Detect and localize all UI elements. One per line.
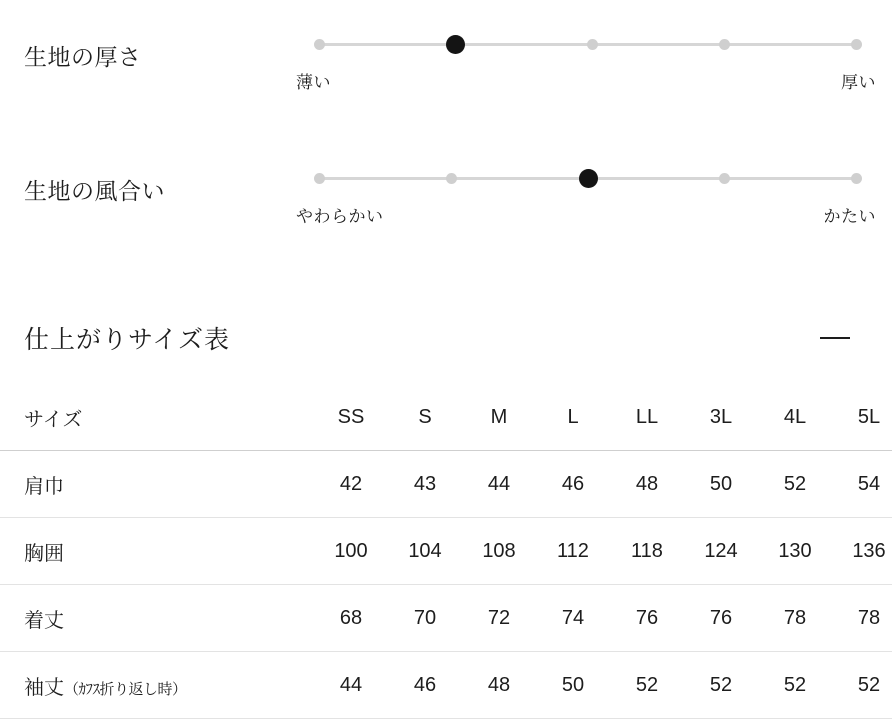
- cell: 130: [758, 518, 832, 585]
- scale-dot: [851, 39, 862, 50]
- scale-dot: [719, 173, 730, 184]
- fabric-thickness-row: [0, 30, 892, 100]
- cell: 68: [314, 585, 388, 652]
- cell: 100: [314, 518, 388, 585]
- scale-track: [314, 164, 862, 192]
- fabric-texture-scale: [296, 164, 876, 234]
- column-header-l: L: [536, 384, 610, 451]
- scale-dots: [314, 164, 862, 192]
- cell: 136: [832, 518, 892, 585]
- column-header-s: S: [388, 384, 462, 451]
- row-label: [0, 451, 314, 518]
- cell: 52: [610, 652, 684, 719]
- row-label-note: （ｶﾌｽ折り返し時）: [64, 680, 187, 698]
- cell: 42: [314, 451, 388, 518]
- scale-track: [314, 30, 862, 58]
- cell: 78: [758, 585, 832, 652]
- cell: 50: [684, 451, 758, 518]
- scale-dot-active: [446, 35, 465, 54]
- minus-icon[interactable]: [820, 337, 850, 339]
- scale-dot: [587, 39, 598, 50]
- cell: 54: [832, 451, 892, 518]
- column-header-size: サイズ: [0, 384, 314, 451]
- scale-left-label: 薄い: [296, 73, 331, 92]
- cell: 104: [388, 518, 462, 585]
- size-chart-title: 仕上がりサイズ表: [24, 326, 231, 354]
- scale-dot: [314, 173, 325, 184]
- cell: 72: [462, 585, 536, 652]
- cell: 44: [462, 451, 536, 518]
- cell: 74: [536, 585, 610, 652]
- table-row: [0, 451, 892, 518]
- scale-endpoints: [296, 68, 876, 93]
- cell: 48: [462, 652, 536, 719]
- scale-right-label: 厚い: [841, 73, 876, 92]
- row-label: [0, 585, 314, 652]
- fabric-texture-label: 生地の風合い: [24, 178, 165, 204]
- table-row: [0, 652, 892, 719]
- cell: 48: [610, 451, 684, 518]
- cell: 70: [388, 585, 462, 652]
- scale-left-label: やわらかい: [296, 207, 384, 226]
- scale-dot-active: [579, 169, 598, 188]
- cell: 50: [536, 652, 610, 719]
- row-label-text: 肩巾: [24, 475, 64, 498]
- column-header-m: M: [462, 384, 536, 451]
- row-label-text: 袖丈: [24, 676, 64, 699]
- scale-dot: [719, 39, 730, 50]
- cell: 118: [610, 518, 684, 585]
- cell: 108: [462, 518, 536, 585]
- row-label-text: 胸囲: [24, 542, 64, 565]
- fabric-texture-row: [0, 164, 892, 234]
- cell: 52: [832, 652, 892, 719]
- row-label: [0, 518, 314, 585]
- cell: 43: [388, 451, 462, 518]
- scale-right-label: かたい: [823, 207, 876, 226]
- column-header-ss: SS: [314, 384, 388, 451]
- row-label-text: 着丈: [24, 609, 64, 632]
- column-header-ll: LL: [610, 384, 684, 451]
- cell: 112: [536, 518, 610, 585]
- fabric-thickness-scale: [296, 30, 876, 100]
- cell: 44: [314, 652, 388, 719]
- cell: 46: [536, 451, 610, 518]
- size-chart-header[interactable]: [0, 320, 892, 356]
- column-header-4l: 4L: [758, 384, 832, 451]
- cell: 52: [758, 451, 832, 518]
- scale-endpoints: [296, 202, 876, 227]
- cell: 76: [610, 585, 684, 652]
- cell: 52: [684, 652, 758, 719]
- size-chart-table: [0, 384, 892, 719]
- table-row: [0, 518, 892, 585]
- scale-dots: [314, 30, 862, 58]
- row-label: [0, 652, 314, 719]
- cell: 52: [758, 652, 832, 719]
- cell: 76: [684, 585, 758, 652]
- cell: 124: [684, 518, 758, 585]
- column-header-5l: 5L: [832, 384, 892, 451]
- fabric-thickness-label: 生地の厚さ: [24, 44, 142, 70]
- table-header-row: [0, 384, 892, 451]
- table-row: [0, 585, 892, 652]
- scale-dot: [851, 173, 862, 184]
- product-spec-page: [0, 30, 892, 726]
- cell: 78: [832, 585, 892, 652]
- column-header-3l: 3L: [684, 384, 758, 451]
- cell: 46: [388, 652, 462, 719]
- scale-dot: [446, 173, 457, 184]
- scale-dot: [314, 39, 325, 50]
